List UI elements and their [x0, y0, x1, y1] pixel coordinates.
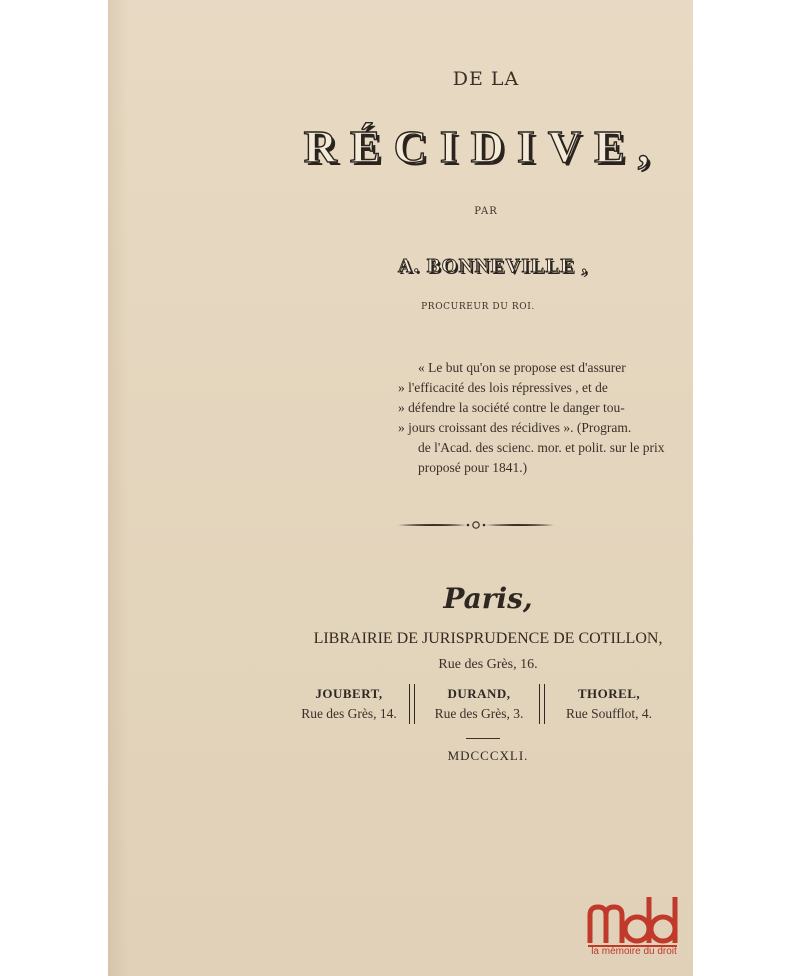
bookseller-address: Rue des Grès, 3.	[434, 706, 524, 721]
short-rule	[466, 738, 500, 739]
by-label: PAR	[474, 206, 498, 217]
epigraph	[398, 358, 678, 478]
publisher-name: LIBRAIRIE DE JURISPRUDENCE DE COTILLON,	[313, 630, 663, 647]
book-title: RÉCIDIVE,	[303, 121, 663, 172]
imprint-city: Paris,	[443, 582, 533, 615]
bookseller-durand	[414, 686, 544, 722]
title-page	[108, 0, 693, 976]
epigraph-line: « Le but qu'on se propose est d'assurer	[418, 360, 626, 375]
author-role: PROCUREUR DU ROI.	[421, 302, 535, 312]
bookseller-joubert	[284, 686, 414, 722]
author-name: A. BONNEVILLE ,	[397, 255, 589, 277]
bookseller-name: JOUBERT,	[315, 686, 383, 701]
bookseller-thorel	[544, 686, 674, 722]
pre-title: DE LA	[452, 68, 520, 90]
ornament-divider	[396, 516, 556, 534]
mdd-logo-icon	[585, 893, 680, 948]
bookseller-name: THOREL,	[577, 686, 641, 701]
bookseller-name: DURAND,	[447, 686, 511, 701]
publication-year: MDCCCXLI.	[447, 748, 529, 763]
watermark-caption: la mémoire du droit	[591, 946, 677, 957]
bookseller-address: Rue Soufflot, 4.	[565, 706, 652, 721]
epigraph-line: » défendre la société contre le danger tou-	[398, 400, 625, 415]
epigraph-line: de l'Acad. des scienc. mor. et polit. sur le prix	[418, 440, 665, 455]
epigraph-line: proposé pour 1841.)	[418, 460, 528, 475]
bookseller-address: Rue des Grès, 14.	[301, 706, 397, 721]
epigraph-line: » jours croissant des récidives ». (Program.	[398, 420, 632, 435]
publisher-address: Rue des Grès, 16.	[438, 657, 538, 672]
epigraph-line: » l'efficacité des lois répressives , et de	[398, 380, 608, 395]
